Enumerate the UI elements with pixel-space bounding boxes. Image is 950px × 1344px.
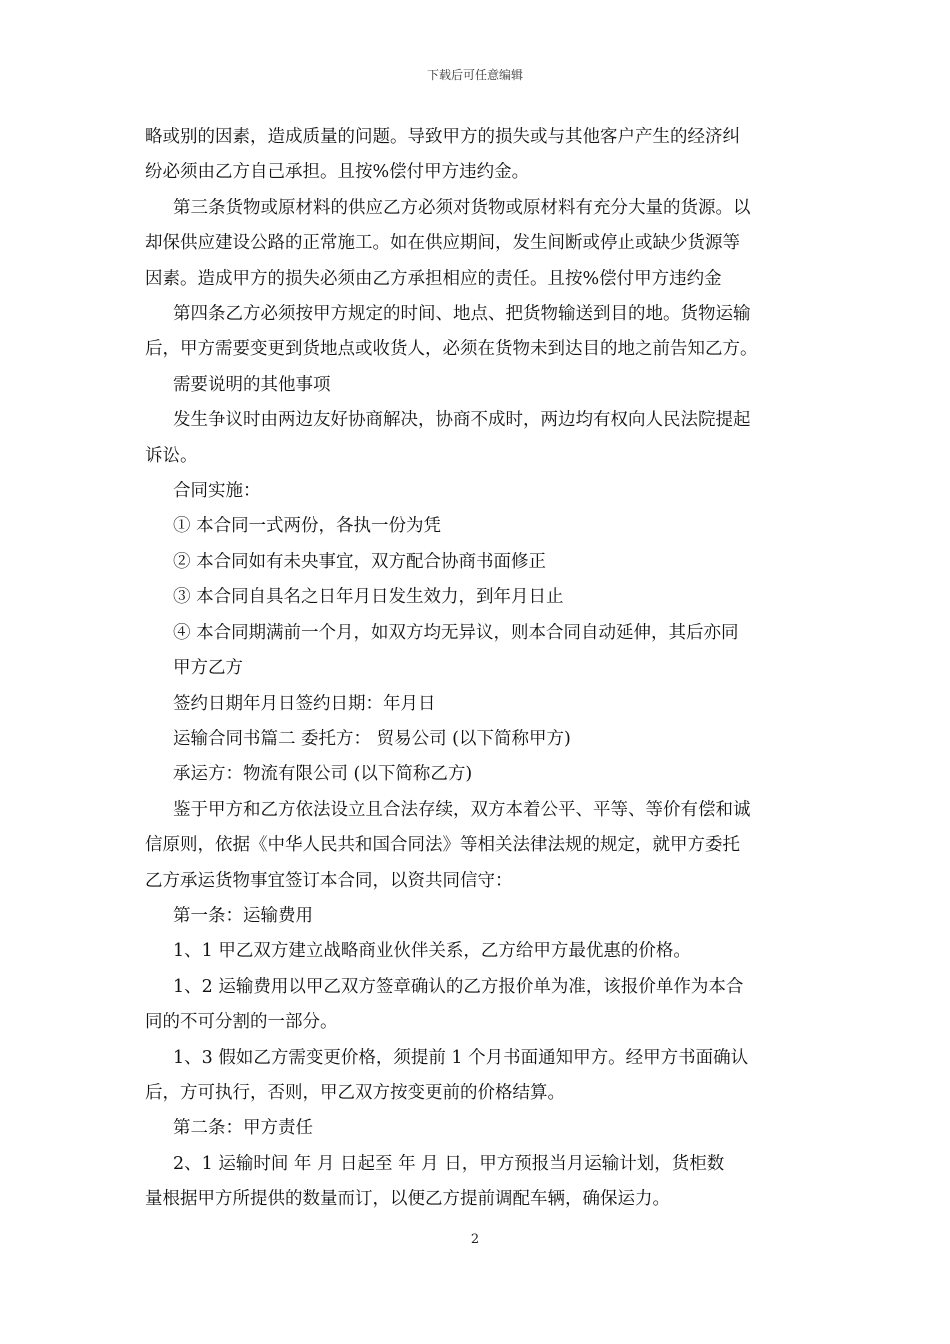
text-line: 承运方：物流有限公司 (以下简称乙方)	[173, 764, 473, 785]
page-header-note: 下载后可任意编辑	[426, 68, 523, 82]
text-line: 1、3 假如乙方需变更价格，须提前 1 个月书面通知甲方。经甲方书面确认	[173, 1047, 749, 1068]
text-line: 却保供应建设公路的正常施工。如在供应期间，发生间断或停止或缺少货源等	[145, 233, 740, 254]
text-line: 诉讼。	[145, 445, 198, 466]
text-line: ① 本合同一式两份，各执一份为凭	[173, 516, 442, 537]
text-line: 第四条乙方必须按甲方规定的时间、地点、把货物输送到目的地。货物运输	[173, 304, 751, 325]
text-line: 第二条：甲方责任	[173, 1118, 313, 1139]
text-line: 同的不可分割的一部分。	[145, 1012, 338, 1033]
text-line: 甲方乙方	[173, 658, 243, 679]
text-line: 鉴于甲方和乙方依法设立且合法存续，双方本着公平、平等、等价有偿和诚	[173, 799, 751, 820]
text-line: 第一条：运输费用	[173, 905, 313, 926]
text-line: 后，方可执行，否则，甲乙双方按变更前的价格结算。	[145, 1082, 565, 1103]
text-line: 第三条货物或原材料的供应乙方必须对货物或原材料有充分大量的货源。以	[173, 197, 751, 218]
text-line: 乙方承运货物事宜签订本合同，以资共同信守：	[145, 870, 513, 891]
text-line: 1、1 甲乙双方建立战略商业伙伴关系，乙方给甲方最优惠的价格。	[173, 941, 691, 962]
text-line: 运输合同书篇二 委托方： 贸易公司 (以下简称甲方)	[173, 728, 571, 749]
text-line: 后，甲方需要变更到货地点或收货人，必须在货物未到达目的地之前告知乙方。	[145, 339, 758, 360]
document-body	[145, 120, 810, 1218]
text-line: ② 本合同如有未央事宜，双方配合协商书面修正	[173, 551, 547, 572]
text-line: 发生争议时由两边友好协商解决，协商不成时，两边均有权向人民法院提起	[173, 410, 751, 431]
text-line: 信原则，依据《中华人民共和国合同法》等相关法律法规的规定，就甲方委托	[145, 835, 740, 856]
text-line: 2、1 运输时间 年 月 日起至 年 月 日，甲方预报当月运输计划，货柜数	[173, 1153, 725, 1174]
text-line: 1、2 运输费用以甲乙双方签章确认的乙方报价单为准，该报价单作为本合	[173, 976, 744, 997]
text-line: ③ 本合同自具名之日年月日发生效力，到年月日止	[173, 587, 564, 608]
text-line: 需要说明的其他事项	[173, 374, 331, 395]
text-line: ④ 本合同期满前一个月，如双方均无异议，则本合同自动延伸，其后亦同	[173, 622, 739, 643]
text-line: 纷必须由乙方自己承担。且按%偿付甲方违约金。	[145, 162, 530, 183]
text-line: 略或别的因素，造成质量的问题。导致甲方的损失或与其他客户产生的经济纠	[145, 127, 740, 147]
text-line: 因素。造成甲方的损失必须由乙方承担相应的责任。且按%偿付甲方违约金	[145, 268, 722, 289]
text-line: 量根据甲方所提供的数量而订，以便乙方提前调配车辆，确保运力。	[145, 1189, 670, 1210]
page-number: 2	[470, 1232, 480, 1247]
text-line: 签约日期年月日签约日期：年月日	[173, 693, 436, 714]
text-line: 合同实施：	[173, 481, 261, 502]
